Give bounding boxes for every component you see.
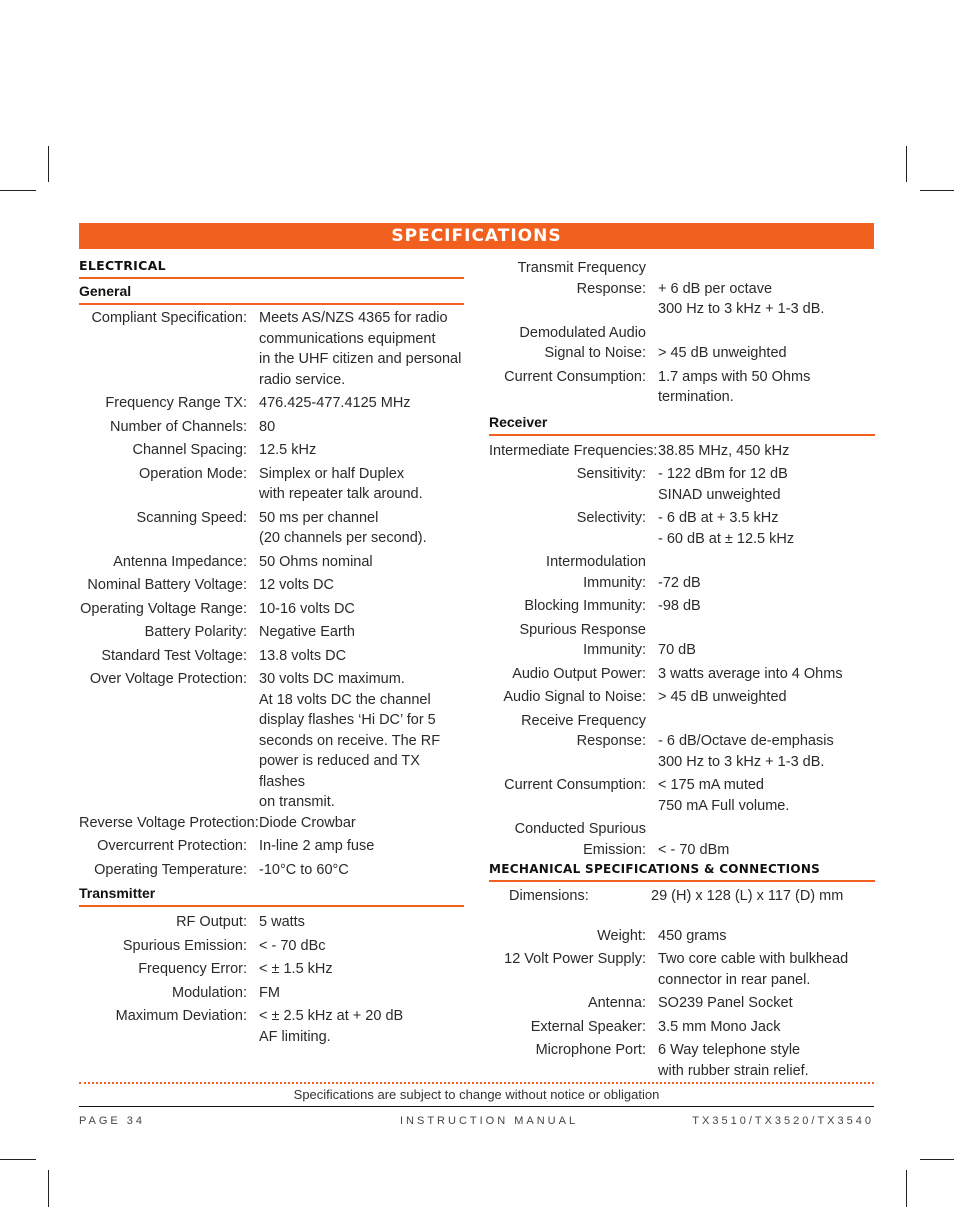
- spec-value: < ± 1.5 kHz: [259, 961, 333, 977]
- spec-label-line1: Conducted Spurious: [514, 821, 646, 837]
- spec-row: [489, 664, 875, 685]
- spec-value: 30 volts DC maximum. At 18 volts DC the channel display flashes ‘Hi DC’ for 5 seconds on receive. The RF power is reduced and TX flashes on transmit.: [259, 671, 441, 810]
- crop-mark: [0, 1159, 36, 1160]
- spec-label-line1: Transmit Frequency: [517, 260, 646, 276]
- spec-row: [489, 711, 875, 773]
- electrical-heading: ELECTRICAL: [79, 258, 464, 279]
- spec-row: [79, 646, 464, 667]
- spec-value: FM: [259, 984, 280, 1001]
- spec-row: [489, 323, 875, 364]
- spec-row: [489, 687, 875, 708]
- spec-label: Blocking Immunity:: [524, 598, 646, 614]
- spec-value: 13.8 volts DC: [259, 647, 347, 664]
- mechanical-heading: MECHANICAL SPECIFICATIONS & CONNECTIONS: [489, 862, 875, 882]
- spec-row: [79, 912, 464, 933]
- left-column: [79, 258, 464, 1050]
- spec-value: < 175 mA muted 750 mA Full volume.: [658, 777, 790, 814]
- spec-value: Meets AS/NZS 4365 for radio communications equipment in the UHF citizen and personal radio service.: [259, 310, 462, 388]
- crop-mark: [920, 190, 954, 191]
- spec-label-line1: Receive Frequency: [521, 712, 646, 729]
- spec-row: [489, 926, 875, 947]
- spec-label-line1: Intermodulation: [546, 554, 646, 570]
- spec-value: 476.425-477.4125 MHz: [259, 395, 411, 411]
- general-heading: General: [79, 281, 464, 305]
- spec-row: [489, 1040, 875, 1081]
- spec-row: [489, 441, 875, 462]
- spec-value: 50 ms per channel (20 channels per second).: [259, 509, 427, 546]
- spec-row: [79, 936, 464, 957]
- spec-row: [79, 836, 464, 857]
- spec-value: -72 dB: [658, 574, 701, 591]
- spec-row: [79, 417, 464, 438]
- spec-label: 12 Volt Power Supply:: [504, 951, 646, 967]
- spec-label: Audio Signal to Noise:: [503, 689, 646, 705]
- spec-value: 10-16 volts DC: [259, 600, 355, 617]
- crop-mark: [906, 1170, 907, 1207]
- crop-mark: [920, 1159, 954, 1160]
- spec-value: 38.85 MHz, 450 kHz: [658, 442, 790, 459]
- spec-label: Channel Spacing:: [132, 442, 247, 458]
- spec-label: External Speaker:: [530, 1018, 646, 1035]
- mechanical-spec-list: [489, 886, 875, 1081]
- spec-label: Spurious Emission:: [122, 937, 247, 954]
- spec-label: Scanning Speed:: [136, 509, 247, 526]
- spec-row: [79, 393, 464, 414]
- spec-value: SO239 Panel Socket: [658, 995, 793, 1011]
- spec-label: Number of Channels:: [109, 418, 247, 435]
- page-title: SPECIFICATIONS: [79, 223, 874, 249]
- spec-label-line1: Spurious Response: [519, 621, 646, 638]
- spec-row: [489, 775, 875, 816]
- transmitter-spec-list: [79, 912, 464, 1047]
- spec-value: 12 volts DC: [259, 577, 334, 593]
- spec-row: [489, 993, 875, 1014]
- crop-mark: [0, 190, 36, 191]
- spec-row: [489, 552, 875, 593]
- spec-label: Over Voltage Protection:: [89, 671, 247, 687]
- spec-label: Selectivity:: [576, 510, 646, 526]
- spec-row: [79, 813, 464, 834]
- transmitter-heading: Transmitter: [79, 883, 464, 907]
- footer-manual-title: INSTRUCTION MANUAL: [400, 1115, 579, 1127]
- spec-label-line2: Immunity:: [583, 642, 646, 658]
- spec-label: Antenna Impedance:: [113, 553, 247, 570]
- spec-label: Overcurrent Protection:: [97, 838, 247, 854]
- spec-row: [489, 258, 875, 320]
- spec-label: [489, 819, 658, 860]
- footer-rule: [79, 1106, 874, 1107]
- spec-label: Frequency Range TX:: [105, 395, 247, 411]
- spec-row: [489, 949, 875, 990]
- disclaimer-note: Specifications are subject to change without notice or obligation: [293, 1087, 660, 1102]
- spec-label-line2: Signal to Noise:: [544, 345, 646, 361]
- spec-row: [79, 508, 464, 549]
- spec-label: Audio Output Power:: [512, 665, 646, 682]
- spec-label: Operating Temperature:: [94, 861, 247, 878]
- spec-label: [489, 620, 658, 661]
- spec-value: 1.7 amps with 50 Ohms termination.: [658, 368, 811, 405]
- spec-label: Nominal Battery Voltage:: [87, 577, 247, 593]
- crop-mark: [906, 146, 907, 182]
- spec-row: [489, 819, 875, 860]
- spec-row: [489, 886, 875, 907]
- spec-label: [489, 323, 658, 364]
- spec-label: Dimensions:: [509, 888, 589, 904]
- spec-value: 450 grams: [658, 927, 727, 944]
- spec-label: Modulation:: [172, 984, 247, 1001]
- spec-row: [79, 1006, 464, 1047]
- spec-label-line2: Emission:: [583, 841, 646, 858]
- spec-value: 3.5 mm Mono Jack: [658, 1018, 781, 1035]
- spec-value: > 45 dB unweighted: [658, 689, 787, 705]
- spec-row: [489, 1017, 875, 1038]
- spec-label: Microphone Port:: [535, 1042, 646, 1058]
- spec-value: Simplex or half Duplex with repeater talk around.: [259, 465, 423, 502]
- spec-value: 12.5 kHz: [259, 442, 317, 458]
- spec-row: [79, 575, 464, 596]
- spec-label: Intermediate Frequencies:: [489, 442, 658, 459]
- spec-row: [79, 959, 464, 980]
- footer-model-numbers: TX3510/TX3520/TX3540: [692, 1115, 874, 1127]
- spec-label: Reverse Voltage Protection:: [79, 814, 259, 831]
- spec-value: Diode Crowbar: [259, 814, 356, 831]
- spec-label: Operating Voltage Range:: [80, 600, 247, 617]
- spec-label: Current Consumption:: [504, 777, 646, 793]
- spec-label: Standard Test Voltage:: [101, 647, 247, 664]
- spec-label-line2: Current Consumption:: [504, 368, 646, 385]
- receiver-heading: Receiver: [489, 412, 875, 436]
- spec-label: Antenna:: [587, 995, 646, 1011]
- spec-row: [79, 308, 464, 390]
- spec-label-line2: Response:: [576, 280, 646, 297]
- receiver-spec-list: [489, 441, 875, 861]
- spec-label: RF Output:: [176, 914, 247, 930]
- spec-value: < - 70 dBm: [658, 841, 730, 858]
- spec-value: - 6 dB/Octave de-emphasis 300 Hz to 3 kHz + 1-3 dB.: [658, 733, 834, 770]
- spec-value: - 6 dB at + 3.5 kHz - 60 dB at ± 12.5 kHz: [658, 510, 795, 547]
- spec-row: [489, 508, 875, 549]
- spec-value: < ± 2.5 kHz at + 20 dB AF limiting.: [259, 1008, 404, 1045]
- spec-row: [489, 464, 875, 505]
- spec-value: 70 dB: [658, 642, 696, 658]
- spec-value: 3 watts average into 4 Ohms: [658, 665, 843, 682]
- spec-label: [489, 552, 658, 593]
- general-spec-list: [79, 308, 464, 880]
- spec-value: In-line 2 amp fuse: [259, 838, 375, 854]
- right-column: [489, 258, 875, 1084]
- transmitter-continued-list: [489, 258, 875, 408]
- spec-value: Two core cable with bulkhead connector in rear panel.: [658, 951, 849, 988]
- spec-value: - 122 dBm for 12 dB SINAD unweighted: [658, 466, 788, 503]
- spec-row: [79, 464, 464, 505]
- spec-label: [489, 711, 658, 773]
- spec-value: Negative Earth: [259, 624, 355, 640]
- spec-label: Operation Mode:: [138, 465, 247, 482]
- spec-row: [489, 367, 875, 408]
- spec-value: < - 70 dBc: [259, 937, 326, 954]
- spec-value: 29 (H) x 128 (L) x 117 (D) mm: [651, 888, 844, 904]
- spec-value: -10°C to 60°C: [259, 861, 349, 878]
- spec-label: [489, 367, 658, 408]
- crop-mark: [48, 1170, 49, 1207]
- footer-page-number: PAGE 34: [79, 1115, 146, 1127]
- spec-value: 6 Way telephone style with rubber strain relief.: [658, 1042, 809, 1079]
- spec-value: -98 dB: [658, 598, 701, 614]
- spec-label: Maximum Deviation:: [115, 1008, 247, 1024]
- spec-row: [79, 622, 464, 643]
- spec-value: > 45 dB unweighted: [658, 345, 787, 361]
- spec-label: Battery Polarity:: [144, 624, 247, 640]
- dotted-divider: [79, 1082, 874, 1084]
- spec-row: [79, 552, 464, 573]
- spec-label-line1: Demodulated Audio: [519, 324, 646, 341]
- spec-label: Compliant Specification:: [91, 310, 247, 326]
- spec-row: [489, 620, 875, 661]
- spec-row: [79, 669, 464, 813]
- spec-row: [79, 860, 464, 881]
- spec-value: 50 Ohms nominal: [259, 553, 373, 570]
- spec-value: 80: [259, 418, 276, 435]
- spec-label: [489, 258, 658, 320]
- spec-row: [79, 599, 464, 620]
- spec-label: Weight:: [597, 927, 646, 944]
- spec-value: 5 watts: [259, 914, 305, 930]
- spec-row: [489, 596, 875, 617]
- spec-label: Sensitivity:: [576, 466, 646, 482]
- spec-label-line2: Immunity:: [583, 574, 646, 591]
- crop-mark: [48, 146, 49, 182]
- spec-row: [79, 983, 464, 1004]
- spec-label: Frequency Error:: [138, 961, 247, 977]
- spec-row: [79, 440, 464, 461]
- spec-value: + 6 dB per octave 300 Hz to 3 kHz + 1-3 dB.: [658, 280, 825, 317]
- spec-label-line2: Response:: [576, 733, 646, 749]
